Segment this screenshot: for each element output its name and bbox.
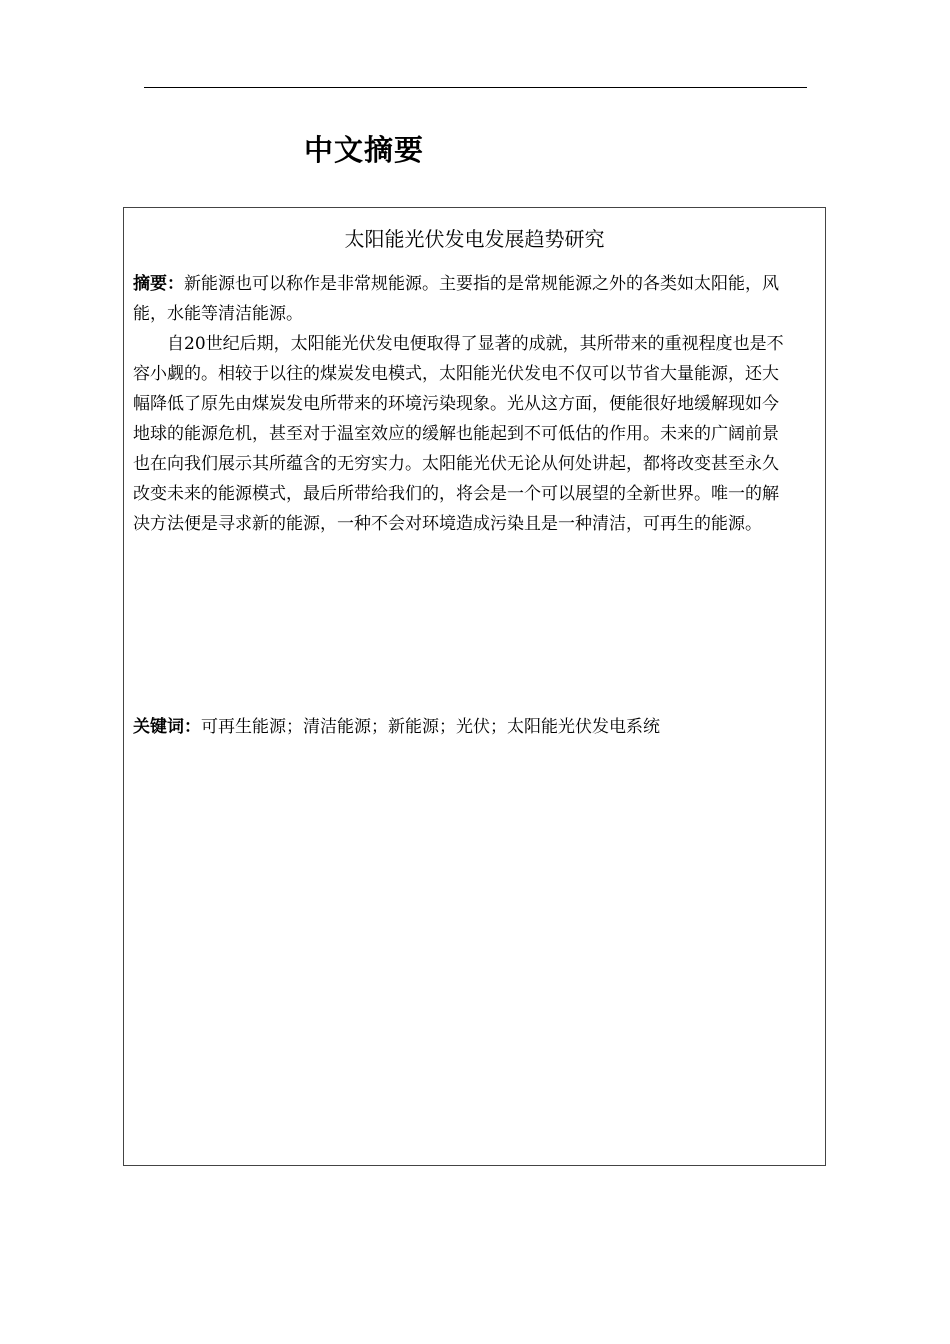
section-heading: 中文摘要 [304, 133, 425, 167]
abstract-paragraph-1-text: 新能源也可以称作是非常规能源。主要指的是常规能源之外的各类如太阳能，风能，水能等清洁能源。 [133, 274, 779, 324]
abstract-paragraph-2: 自20世纪后期，太阳能光伏发电便取得了显著的成就，其所带来的重视程度也是不容小觑的。相较于以往的煤炭发电模式，太阳能光伏发电不仅可以节省大量能源，还大幅降低了原先由煤炭发电所带来的环境污染现象。光从这方面，便能很好地缓解现如今地球的能源危机，甚至对于温室效应的缓解也能起到不可低估的作用。未来的广阔前景也在向我们展示其所蕴含的无穷实力。太阳能光伏无论从何处讲起，都将改变甚至永久改变未来的能源模式，最后所带给我们的，将会是一个可以展望的全新世界。唯一的解决方法便是寻求新的能源，一种不会对环境造成污染且是一种清洁，可再生的能源。 [133, 334, 784, 534]
keywords-label: 关键词： [133, 717, 201, 737]
keywords-line [133, 712, 813, 742]
abstract-box [123, 207, 826, 1166]
abstract-paragraph-1 [133, 269, 788, 329]
abstract-body [133, 269, 788, 539]
abstract-label: 摘要： [133, 274, 184, 294]
header-rule [144, 87, 807, 88]
keywords-list: 可再生能源；清洁能源；新能源；光伏；太阳能光伏发电系统 [201, 717, 660, 737]
thesis-title: 太阳能光伏发电发展趋势研究 [344, 227, 605, 251]
